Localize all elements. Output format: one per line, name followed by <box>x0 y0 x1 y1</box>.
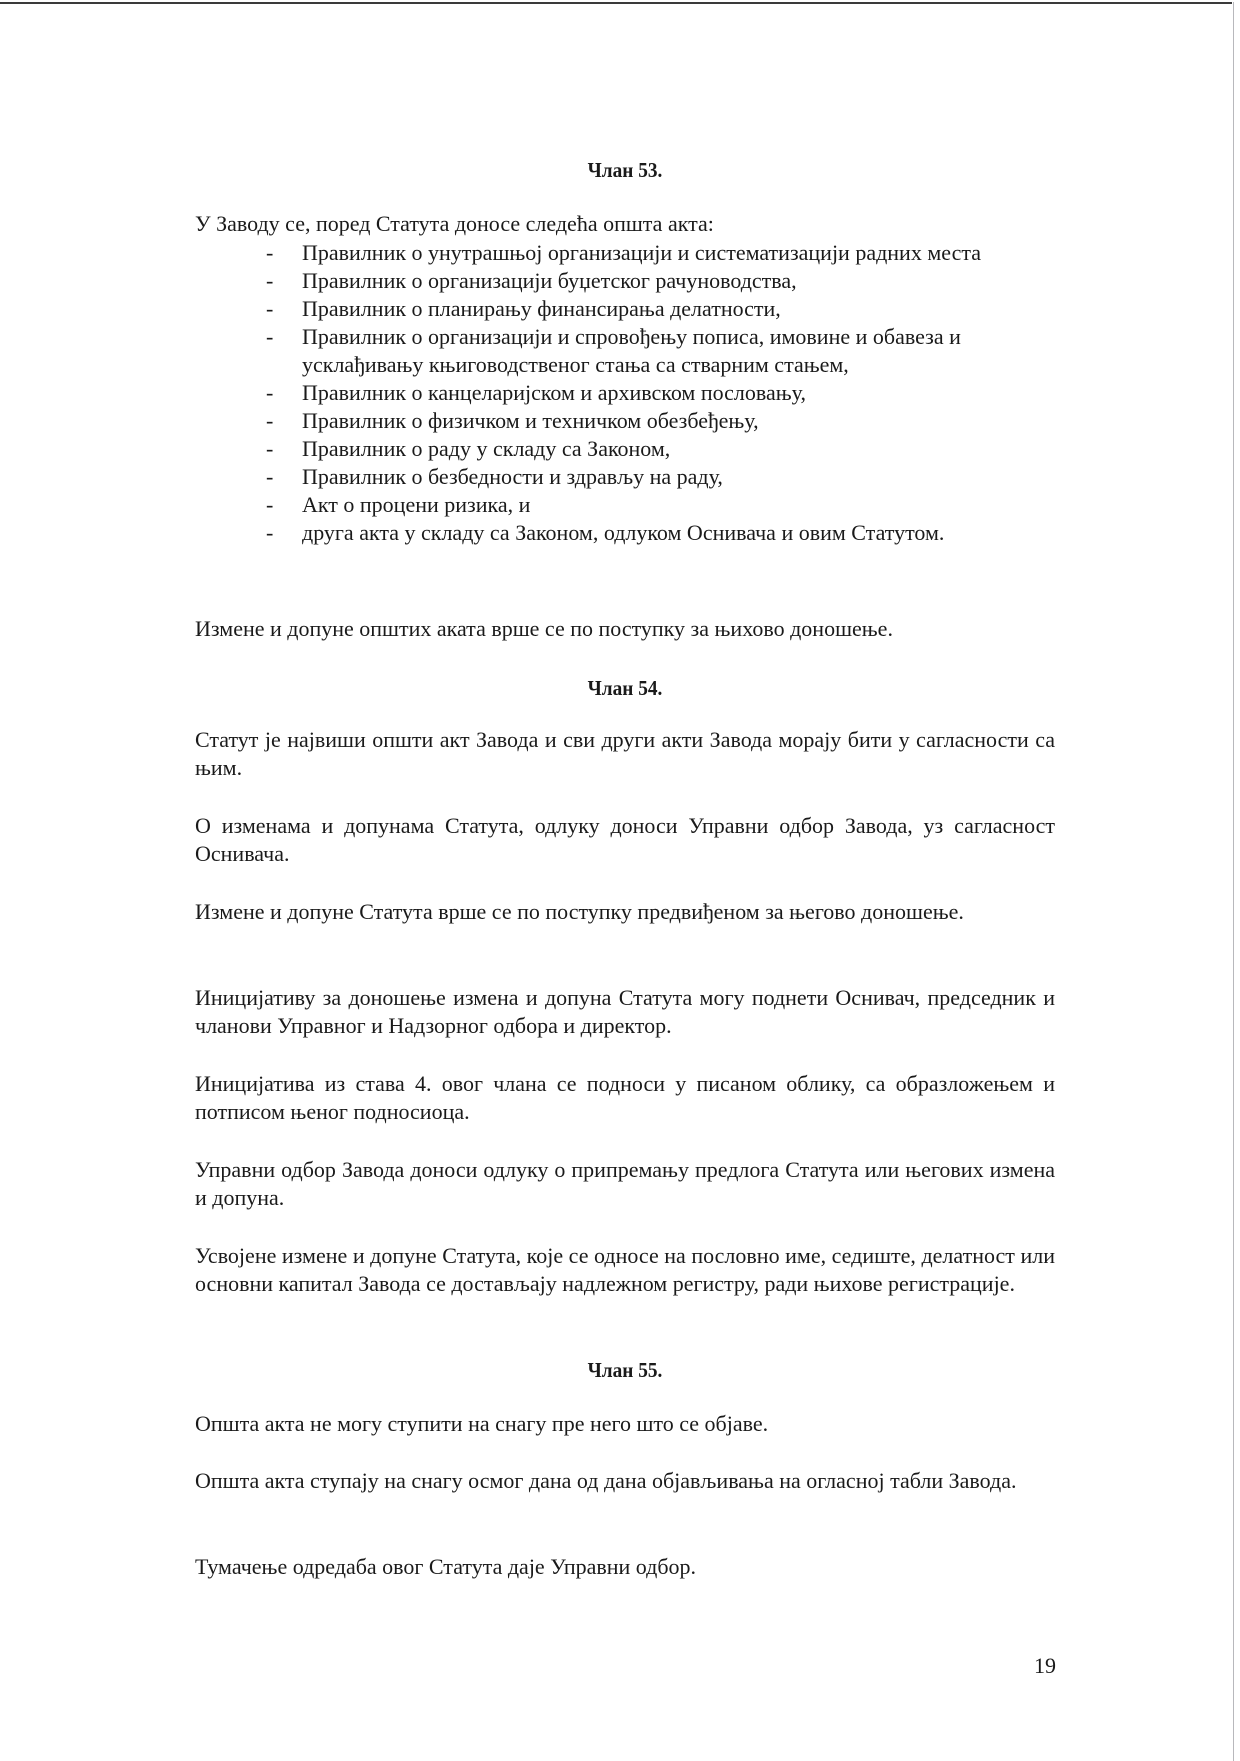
article-55-heading: Члан 55. <box>587 1358 663 1382</box>
list-dash: - <box>266 296 274 321</box>
list-dash: - <box>266 324 274 349</box>
list-item: - Правилник о планирању финансирања делатности, <box>266 296 781 321</box>
article-54-paragraph: Управни одбор Завода доноси одлуку о припремању предлога Статута или његових измена и допуна. <box>195 1157 1055 1210</box>
article-54-paragraph: Усвојене измене и допуне Статута, које се односе на пословно име, седиште, делатност или основни капитал Завода се достављају надлежном регистру, ради њихове регистрације. <box>195 1243 1055 1296</box>
article-54-paragraph: Измене и допуне Статута врше се по поступку предвиђеном за његово доношење. <box>195 899 964 924</box>
scan-edge-right <box>1233 2 1234 1761</box>
article-55-paragraph: Тумачење одредаба овог Статута даје Управни одбор. <box>195 1554 697 1579</box>
article-54-paragraph: О изменама и допунама Статута, одлуку доноси Управни одбор Завода, уз сагласност Оснивача. <box>195 813 1055 866</box>
page-number: 19 <box>1034 1653 1056 1678</box>
list-item: - друга акта у складу са Законом, одлуком Оснивача и овим Статутом. <box>266 520 945 545</box>
article-54-paragraph: Иницијативу за доношење измена и допуна Статута могу поднети Оснивач, председник и чланови Управног и Надзорног одбора и директор. <box>195 985 1055 1038</box>
list-dash: - <box>266 464 274 489</box>
list-dash: - <box>266 268 274 293</box>
article-55-paragraph: Општа акта не могу ступити на снагу пре него што се објаве. <box>195 1411 769 1436</box>
list-dash: - <box>266 436 274 461</box>
article-53-paragraph: Измене и допуне општих аката врше се по поступку за њихово доношење. <box>195 616 893 641</box>
list-item: - Акт о процени ризика, и <box>266 492 531 517</box>
scan-edge-top <box>0 2 1232 4</box>
article-54-paragraph: Статут је највиши општи акт Завода и сви други акти Завода морају бити у сагласности са њим. <box>195 727 1055 780</box>
list-item: - Правилник о безбедности и здрављу на раду, <box>266 464 723 489</box>
list-item: - Правилник о унутрашњој организацији и систематизацији радних места <box>266 240 981 265</box>
article-55-paragraph: Општа акта ступају на снагу осмог дана од дана објављивања на огласној табли Завода. <box>195 1468 1017 1493</box>
list-dash: - <box>266 520 274 545</box>
list-item: - Правилник о канцеларијском и архивском пословању, <box>266 380 806 405</box>
list-dash: - <box>266 380 274 405</box>
article-53-heading: Члан 53. <box>587 158 663 182</box>
article-54-heading: Члан 54. <box>587 676 663 700</box>
list-item: - Правилник о организацији буџетског рачуноводства, <box>266 268 797 293</box>
list-dash: - <box>266 408 274 433</box>
list-item: - Правилник о раду у складу са Законом, <box>266 436 671 461</box>
list-dash: - <box>266 492 274 517</box>
list-item: - Правилник о организацији и спровођењу пописа, имовине и обавеза и усклађивању књиговодственог стања са стварним стањем, <box>266 324 961 377</box>
list-dash: - <box>266 240 274 265</box>
article-53-list <box>195 239 1055 547</box>
article-53-intro: У Заводу се, поред Статута доносе следећа општа акта: <box>195 211 714 236</box>
article-54-paragraph: Иницијатива из става 4. овог члана се подноси у писаном облику, са образложењем и потписом њеног подносиоца. <box>195 1071 1055 1124</box>
list-item: - Правилник о физичком и техничком обезбеђењу, <box>266 408 759 433</box>
